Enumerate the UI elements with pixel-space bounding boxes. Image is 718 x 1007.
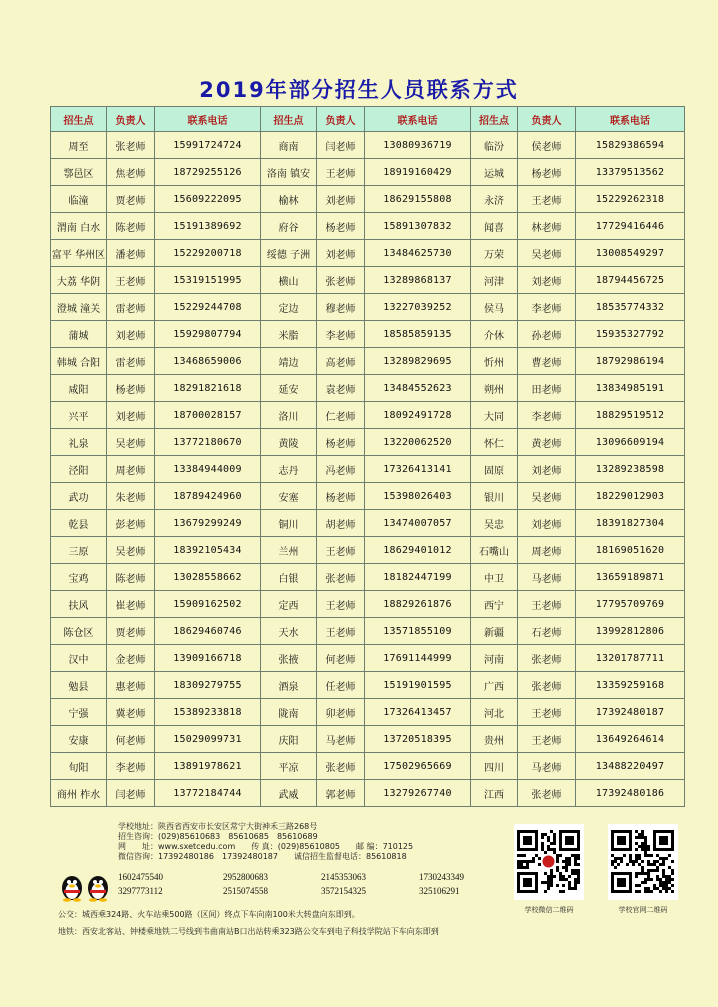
location-cell: 榆林 xyxy=(261,186,317,213)
phone-cell: 13379513562 xyxy=(576,159,685,186)
location-cell: 吴忠 xyxy=(471,510,518,537)
phone-cell: 13468659006 xyxy=(155,348,261,375)
contact-person-cell: 侯老师 xyxy=(518,132,576,159)
contact-person-cell: 高老师 xyxy=(317,348,365,375)
phone-cell: 15389233818 xyxy=(155,699,261,726)
contact-person-cell: 王老师 xyxy=(317,537,365,564)
location-cell: 临汾 xyxy=(471,132,518,159)
location-cell: 广西 xyxy=(471,672,518,699)
contact-person-cell: 王老师 xyxy=(518,591,576,618)
phone-cell: 18629155808 xyxy=(365,186,471,213)
contact-person-cell: 雷老师 xyxy=(107,348,155,375)
contact-person-cell: 周老师 xyxy=(518,537,576,564)
location-cell: 中卫 xyxy=(471,564,518,591)
location-cell: 兴平 xyxy=(51,402,107,429)
contact-person-cell: 张老师 xyxy=(107,132,155,159)
location-cell: 万荣 xyxy=(471,240,518,267)
location-cell: 绥德 子洲 xyxy=(261,240,317,267)
location-cell: 礼泉 xyxy=(51,429,107,456)
phone-cell: 15229244708 xyxy=(155,294,261,321)
contact-person-cell: 孙老师 xyxy=(518,321,576,348)
qq-penguin-icon xyxy=(58,870,114,902)
contact-person-cell: 马老师 xyxy=(518,753,576,780)
column-header: 联系电话 xyxy=(365,107,471,132)
contact-person-cell: 曹老师 xyxy=(518,348,576,375)
contact-person-cell: 刘老师 xyxy=(518,267,576,294)
contact-person-cell: 王老师 xyxy=(317,591,365,618)
contact-person-cell: 张老师 xyxy=(317,564,365,591)
phone-cell: 18729255126 xyxy=(155,159,261,186)
phone-cell: 15891307832 xyxy=(365,213,471,240)
location-cell: 贵州 xyxy=(471,726,518,753)
table-row xyxy=(51,240,685,267)
location-cell: 靖边 xyxy=(261,348,317,375)
phone-cell: 13008549297 xyxy=(576,240,685,267)
website-qr-caption: 学校官网二维码 xyxy=(618,906,668,914)
contact-person-cell: 陈老师 xyxy=(107,213,155,240)
phone-cell: 15909162502 xyxy=(155,591,261,618)
location-cell: 商南 xyxy=(261,132,317,159)
location-cell: 陇南 xyxy=(261,699,317,726)
contact-person-cell: 李老师 xyxy=(518,402,576,429)
table-row xyxy=(51,321,685,348)
contact-person-cell: 焦老师 xyxy=(107,159,155,186)
location-cell: 商州 柞水 xyxy=(51,780,107,807)
phone-cell: 15191389692 xyxy=(155,213,261,240)
table-row xyxy=(51,672,685,699)
location-cell: 陈仓区 xyxy=(51,618,107,645)
wechat-line: 微信咨询：17392480186 17392480187 诚信招生监督电话：85610818 xyxy=(118,852,407,861)
school-info xyxy=(118,822,508,862)
phone-cell: 13359259168 xyxy=(576,672,685,699)
table-row xyxy=(51,780,685,807)
phone-cell: 13834985191 xyxy=(576,375,685,402)
phone-cell: 18794456725 xyxy=(576,267,685,294)
contact-person-cell: 刘老师 xyxy=(317,186,365,213)
location-cell: 宝鸡 xyxy=(51,564,107,591)
table-row xyxy=(51,132,685,159)
location-cell: 武威 xyxy=(261,780,317,807)
table-row xyxy=(51,159,685,186)
location-cell: 新疆 xyxy=(471,618,518,645)
table-row xyxy=(51,294,685,321)
contact-person-cell: 张老师 xyxy=(518,645,576,672)
contact-person-cell: 王老师 xyxy=(518,699,576,726)
contact-person-cell: 陈老师 xyxy=(107,564,155,591)
location-cell: 石嘴山 xyxy=(471,537,518,564)
phone-cell: 15191901595 xyxy=(365,672,471,699)
contact-person-cell: 金老师 xyxy=(107,645,155,672)
location-cell: 天水 xyxy=(261,618,317,645)
phone-cell: 13289829695 xyxy=(365,348,471,375)
contact-person-cell: 吴老师 xyxy=(518,483,576,510)
contact-person-cell: 彭老师 xyxy=(107,510,155,537)
contact-person-cell: 何老师 xyxy=(317,645,365,672)
phone-cell: 17392480187 xyxy=(576,699,685,726)
contact-person-cell: 李老师 xyxy=(317,321,365,348)
contact-person-cell: 杨老师 xyxy=(317,213,365,240)
contact-person-cell: 杨老师 xyxy=(107,375,155,402)
location-cell: 河北 xyxy=(471,699,518,726)
phone-cell: 18182447199 xyxy=(365,564,471,591)
location-cell: 富平 华州区 xyxy=(51,240,107,267)
contact-person-cell: 张老师 xyxy=(317,267,365,294)
website-qr-code-icon xyxy=(608,824,678,900)
location-cell: 忻州 xyxy=(471,348,518,375)
location-cell: 武功 xyxy=(51,483,107,510)
contact-table xyxy=(50,106,685,807)
bus-directions: 公交：城西乘324路、火车站乘500路（区间）终点下车向南100米大转盘向东即到。 xyxy=(58,910,360,919)
contact-person-cell: 贾老师 xyxy=(107,186,155,213)
phone-cell: 18629401012 xyxy=(365,537,471,564)
phone-cell: 17326413141 xyxy=(365,456,471,483)
table-row xyxy=(51,510,685,537)
location-cell: 定西 xyxy=(261,591,317,618)
location-cell: 兰州 xyxy=(261,537,317,564)
contact-person-cell: 张老师 xyxy=(317,753,365,780)
location-cell: 永济 xyxy=(471,186,518,213)
contact-person-cell: 张老师 xyxy=(518,672,576,699)
phone-cell: 13227039252 xyxy=(365,294,471,321)
location-cell: 怀仁 xyxy=(471,429,518,456)
location-cell: 定边 xyxy=(261,294,317,321)
contact-person-cell: 吴老师 xyxy=(107,429,155,456)
table-row xyxy=(51,753,685,780)
phone-cell: 13571855109 xyxy=(365,618,471,645)
contact-person-cell: 穆老师 xyxy=(317,294,365,321)
location-cell: 宁强 xyxy=(51,699,107,726)
location-cell: 韩城 合阳 xyxy=(51,348,107,375)
phone-cell: 13659189871 xyxy=(576,564,685,591)
location-cell: 咸阳 xyxy=(51,375,107,402)
location-cell: 乾县 xyxy=(51,510,107,537)
table-row xyxy=(51,402,685,429)
phone-cell: 15609222095 xyxy=(155,186,261,213)
contact-person-cell: 李老师 xyxy=(518,294,576,321)
phone-cell: 15319151995 xyxy=(155,267,261,294)
location-cell: 旬阳 xyxy=(51,753,107,780)
table-row xyxy=(51,537,685,564)
phone-cell: 13992812806 xyxy=(576,618,685,645)
location-cell: 大荔 华阴 xyxy=(51,267,107,294)
location-cell: 河南 xyxy=(471,645,518,672)
location-cell: 洛南 镇安 xyxy=(261,159,317,186)
phone-cell: 18629460746 xyxy=(155,618,261,645)
wechat-qr-caption: 学校微信二维码 xyxy=(524,906,574,914)
location-cell: 介休 xyxy=(471,321,518,348)
table-row xyxy=(51,699,685,726)
location-cell: 平凉 xyxy=(261,753,317,780)
location-cell: 朔州 xyxy=(471,375,518,402)
location-cell: 西宁 xyxy=(471,591,518,618)
phone-cell: 13649264614 xyxy=(576,726,685,753)
contact-person-cell: 贾老师 xyxy=(107,618,155,645)
location-cell: 洛川 xyxy=(261,402,317,429)
table-row xyxy=(51,726,685,753)
contact-person-cell: 刘老师 xyxy=(518,456,576,483)
location-cell: 志丹 xyxy=(261,456,317,483)
table-row xyxy=(51,213,685,240)
phone-cell: 18169051620 xyxy=(576,537,685,564)
contact-person-cell: 吴老师 xyxy=(107,537,155,564)
phone-cell: 13096609194 xyxy=(576,429,685,456)
contact-person-cell: 田老师 xyxy=(518,375,576,402)
table-row xyxy=(51,456,685,483)
phone-cell: 13720518395 xyxy=(365,726,471,753)
contact-person-cell: 冯老师 xyxy=(317,456,365,483)
phone-cell: 18229012903 xyxy=(576,483,685,510)
location-cell: 黄陵 xyxy=(261,429,317,456)
location-cell: 泾阳 xyxy=(51,456,107,483)
phone-cell: 13909166718 xyxy=(155,645,261,672)
location-cell: 安康 xyxy=(51,726,107,753)
phone-cell: 13679299249 xyxy=(155,510,261,537)
table-row xyxy=(51,591,685,618)
contact-person-cell: 仁老师 xyxy=(317,402,365,429)
contact-person-cell: 吴老师 xyxy=(518,240,576,267)
phone-cell: 13772184744 xyxy=(155,780,261,807)
phone-cell: 15229262318 xyxy=(576,186,685,213)
table-row xyxy=(51,267,685,294)
qq-number: 1730243349 xyxy=(419,872,464,882)
qq-number: 1602475540 xyxy=(118,872,163,882)
location-cell: 安塞 xyxy=(261,483,317,510)
column-header: 招生点 xyxy=(471,107,518,132)
column-header: 负责人 xyxy=(107,107,155,132)
table-row xyxy=(51,186,685,213)
phone-cell: 15929807794 xyxy=(155,321,261,348)
contact-person-cell: 黄老师 xyxy=(518,429,576,456)
location-cell: 固原 xyxy=(471,456,518,483)
wechat-qr-code-icon xyxy=(514,824,584,900)
contact-person-cell: 惠老师 xyxy=(107,672,155,699)
contact-person-cell: 刘老师 xyxy=(107,402,155,429)
table-row xyxy=(51,429,685,456)
contact-person-cell: 胡老师 xyxy=(317,510,365,537)
address-line: 学校地址：陕西省西安市长安区常宁大街神禾三路268号 xyxy=(118,822,318,831)
contact-person-cell: 卯老师 xyxy=(317,699,365,726)
qq-number: 325106291 xyxy=(419,886,460,896)
location-cell: 银川 xyxy=(471,483,518,510)
metro-directions: 地铁：西安北客站、钟楼乘地铁二号线到韦曲南站B口出站转乘323路公交车到电子科技学院站下车向东即到 xyxy=(58,927,439,936)
location-cell: 闻喜 xyxy=(471,213,518,240)
phone-cell: 13201787711 xyxy=(576,645,685,672)
phone-cell: 18291821618 xyxy=(155,375,261,402)
column-header: 联系电话 xyxy=(576,107,685,132)
location-cell: 河津 xyxy=(471,267,518,294)
contact-person-cell: 杨老师 xyxy=(317,429,365,456)
location-cell: 大同 xyxy=(471,402,518,429)
web-line: 网 址：www.sxetcedu.com 传 真：(029)85610805 邮 编：710125 xyxy=(118,842,414,851)
location-cell: 府谷 xyxy=(261,213,317,240)
column-header: 招生点 xyxy=(261,107,317,132)
phone-cell: 15029099731 xyxy=(155,726,261,753)
phone-cell: 17729416446 xyxy=(576,213,685,240)
phone-cell: 18092491728 xyxy=(365,402,471,429)
contact-person-cell: 周老师 xyxy=(107,456,155,483)
contact-person-cell: 林老师 xyxy=(518,213,576,240)
column-header: 招生点 xyxy=(51,107,107,132)
location-cell: 蒲城 xyxy=(51,321,107,348)
location-cell: 侯马 xyxy=(471,294,518,321)
location-cell: 四川 xyxy=(471,753,518,780)
location-cell: 酒泉 xyxy=(261,672,317,699)
phone-cell: 15991724724 xyxy=(155,132,261,159)
contact-person-cell: 李老师 xyxy=(107,753,155,780)
contact-person-cell: 潘老师 xyxy=(107,240,155,267)
phone-cell: 13289868137 xyxy=(365,267,471,294)
phone-cell: 15935327792 xyxy=(576,321,685,348)
phone-cell: 17502965669 xyxy=(365,753,471,780)
column-header: 联系电话 xyxy=(155,107,261,132)
table-row xyxy=(51,618,685,645)
contact-person-cell: 王老师 xyxy=(317,159,365,186)
phone-cell: 18309279755 xyxy=(155,672,261,699)
phone-cell: 13289238598 xyxy=(576,456,685,483)
contact-person-cell: 袁老师 xyxy=(317,375,365,402)
phone-cell: 17326413457 xyxy=(365,699,471,726)
table-row xyxy=(51,348,685,375)
location-cell: 勉县 xyxy=(51,672,107,699)
phone-cell: 13488220497 xyxy=(576,753,685,780)
phone-cell: 18391827304 xyxy=(576,510,685,537)
phone-cell: 13028558662 xyxy=(155,564,261,591)
location-cell: 张掖 xyxy=(261,645,317,672)
contact-person-cell: 郭老师 xyxy=(317,780,365,807)
phone-cell: 18789424960 xyxy=(155,483,261,510)
contact-person-cell: 雷老师 xyxy=(107,294,155,321)
contact-person-cell: 崔老师 xyxy=(107,591,155,618)
phone-cell: 13772180670 xyxy=(155,429,261,456)
contact-person-cell: 闫老师 xyxy=(107,780,155,807)
phone-cell: 13384944009 xyxy=(155,456,261,483)
contact-person-cell: 刘老师 xyxy=(518,510,576,537)
qq-number: 3572154325 xyxy=(321,886,366,896)
location-cell: 延安 xyxy=(261,375,317,402)
phone-cell: 18700028157 xyxy=(155,402,261,429)
phone-cell: 17795709769 xyxy=(576,591,685,618)
phone-cell: 13484552623 xyxy=(365,375,471,402)
contact-person-cell: 何老师 xyxy=(107,726,155,753)
contact-person-cell: 张老师 xyxy=(518,780,576,807)
phone-cell: 17691144999 xyxy=(365,645,471,672)
location-cell: 横山 xyxy=(261,267,317,294)
location-cell: 临潼 xyxy=(51,186,107,213)
phone-cell: 15229200718 xyxy=(155,240,261,267)
contact-person-cell: 杨老师 xyxy=(317,483,365,510)
phone-cell: 18829519512 xyxy=(576,402,685,429)
qq-number: 2145353063 xyxy=(321,872,366,882)
location-cell: 汉中 xyxy=(51,645,107,672)
location-cell: 江西 xyxy=(471,780,518,807)
contact-person-cell: 朱老师 xyxy=(107,483,155,510)
location-cell: 鄠邑区 xyxy=(51,159,107,186)
enroll-line: 招生咨询：(029)85610683 85610685 85610689 xyxy=(118,832,318,841)
phone-cell: 18585859135 xyxy=(365,321,471,348)
phone-cell: 17392480186 xyxy=(576,780,685,807)
phone-cell: 18535774332 xyxy=(576,294,685,321)
phone-cell: 13891978621 xyxy=(155,753,261,780)
location-cell: 澄城 潼关 xyxy=(51,294,107,321)
contact-person-cell: 刘老师 xyxy=(107,321,155,348)
phone-cell: 13484625730 xyxy=(365,240,471,267)
contact-person-cell: 王老师 xyxy=(317,618,365,645)
contact-person-cell: 马老师 xyxy=(518,564,576,591)
location-cell: 周至 xyxy=(51,132,107,159)
table-row xyxy=(51,564,685,591)
qq-numbers xyxy=(118,872,508,896)
table-row xyxy=(51,375,685,402)
location-cell: 米脂 xyxy=(261,321,317,348)
phone-cell: 13220062520 xyxy=(365,429,471,456)
phone-cell: 18792986194 xyxy=(576,348,685,375)
phone-cell: 15829386594 xyxy=(576,132,685,159)
column-header: 负责人 xyxy=(518,107,576,132)
location-cell: 扶风 xyxy=(51,591,107,618)
column-header: 负责人 xyxy=(317,107,365,132)
location-cell: 运城 xyxy=(471,159,518,186)
page-title: 2019年部分招生人员联系方式 xyxy=(199,78,519,102)
contact-person-cell: 王老师 xyxy=(518,186,576,213)
table-header-row xyxy=(51,107,685,132)
table-row xyxy=(51,645,685,672)
contact-person-cell: 王老师 xyxy=(518,726,576,753)
contact-person-cell: 王老师 xyxy=(107,267,155,294)
qq-number: 2952800683 xyxy=(223,872,268,882)
contact-person-cell: 任老师 xyxy=(317,672,365,699)
location-cell: 三原 xyxy=(51,537,107,564)
table-row xyxy=(51,483,685,510)
qq-number: 2515074558 xyxy=(223,886,268,896)
location-cell: 铜川 xyxy=(261,510,317,537)
contact-person-cell: 冀老师 xyxy=(107,699,155,726)
phone-cell: 13474007057 xyxy=(365,510,471,537)
phone-cell: 18392105434 xyxy=(155,537,261,564)
phone-cell: 18919160429 xyxy=(365,159,471,186)
location-cell: 白银 xyxy=(261,564,317,591)
phone-cell: 13080936719 xyxy=(365,132,471,159)
location-cell: 渭南 白水 xyxy=(51,213,107,240)
contact-person-cell: 马老师 xyxy=(317,726,365,753)
contact-person-cell: 石老师 xyxy=(518,618,576,645)
contact-person-cell: 闫老师 xyxy=(317,132,365,159)
qq-number: 3297773112 xyxy=(118,886,163,896)
contact-person-cell: 杨老师 xyxy=(518,159,576,186)
phone-cell: 18829261876 xyxy=(365,591,471,618)
phone-cell: 13279267740 xyxy=(365,780,471,807)
location-cell: 庆阳 xyxy=(261,726,317,753)
contact-person-cell: 刘老师 xyxy=(317,240,365,267)
phone-cell: 15398026403 xyxy=(365,483,471,510)
